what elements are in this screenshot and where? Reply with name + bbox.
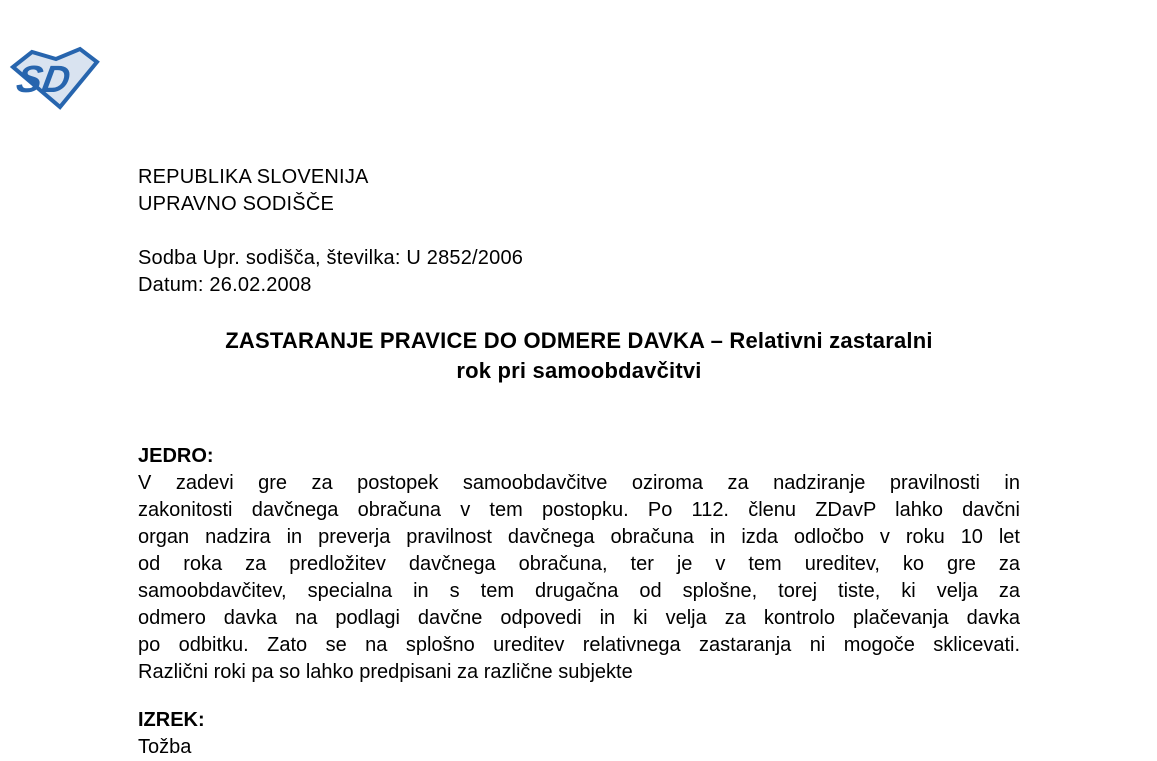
- izrek-section: [138, 707, 1020, 761]
- court-name: UPRAVNO SODIŠČE: [138, 193, 334, 215]
- country-name: REPUBLIKA SLOVENIJA: [138, 166, 369, 188]
- jedro-line: organ nadzira in preverja pravilnost davčnega obračuna in izda odločbo v roku 10 let: [138, 526, 1020, 548]
- judgment-date: Datum: 26.02.2008: [138, 274, 312, 296]
- izrek-heading: IZREK:: [138, 709, 205, 731]
- jedro-line: od roka za predložitev davčnega obračuna, ter je v tem ureditev, ko gre za: [138, 553, 1020, 575]
- izrek-clipped-line: Tožba: [138, 736, 192, 758]
- jedro-line: V zadevi gre za postopek samoobdavčitve oziroma za nadziranje pravilnosti in: [138, 472, 1020, 494]
- case-info: [138, 245, 523, 299]
- jedro-line: odmero davka na podlagi davčne odpovedi in ki velja za kontrolo plačevanja davka: [138, 607, 1020, 629]
- court-header: [138, 164, 369, 218]
- document-title: [138, 326, 1020, 386]
- logo-letters: SD: [13, 58, 74, 101]
- jedro-section: [138, 443, 1020, 686]
- jedro-line: po odbitku. Zato se na splošno ureditev relativnega zastaranja ni mogoče sklicevati.: [138, 634, 1020, 656]
- jedro-heading: JEDRO:: [138, 445, 214, 467]
- document-title-line1: ZASTARANJE PRAVICE DO ODMERE DAVKA – Relativni zastaralni: [225, 328, 933, 353]
- document-title-line2: rok pri samoobdavčitvi: [456, 358, 702, 383]
- court-logo: [9, 46, 101, 110]
- jedro-line: samoobdavčitev, specialna in s tem drugačna od splošne, torej tiste, ki velja za: [138, 580, 1020, 602]
- jedro-line: Različni roki pa so lahko predpisani za različne subjekte: [138, 661, 633, 683]
- jedro-line: zakonitosti davčnega obračuna v tem postopku. Po 112. členu ZDavP lahko davčni: [138, 499, 1020, 521]
- judgment-reference: Sodba Upr. sodišča, številka: U 2852/2006: [138, 247, 524, 269]
